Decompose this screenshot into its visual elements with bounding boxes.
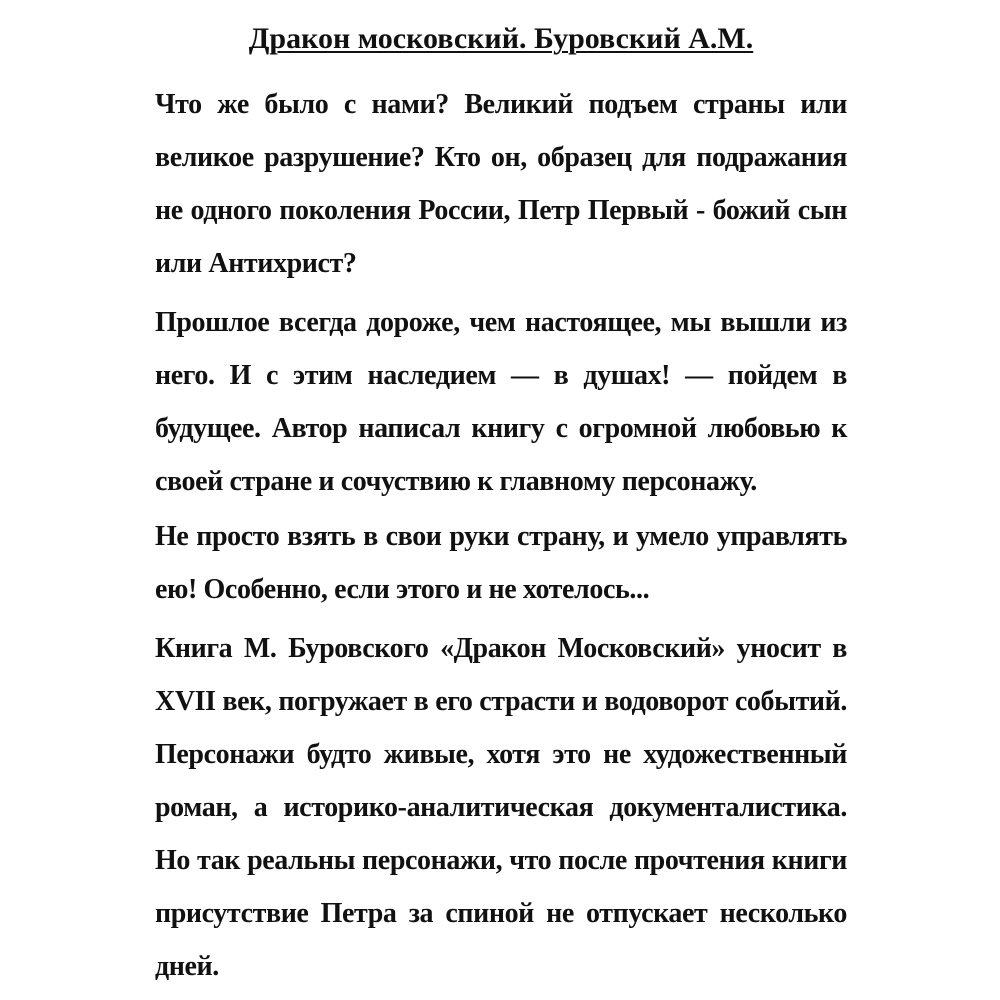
paragraph-3: Не просто взять в свои руки страну, и умело управлять ею! Особенно, если этого и не хотелось... — [155, 521, 847, 605]
paragraph-2: Прошлое всегда дороже, чем настоящее, мы вышли из него. И с этим наследием — в душах! — пойдем в будущее. Автор написал книгу с огромной любовью к своей стране и сочуствию к главному персонажу. — [155, 307, 847, 497]
paragraph-1: Что же было с нами? Великий подъем страны или великое разрушение? Кто он, образец для подражания не одного поколения России, Петр Первый - божий сын или Антихрист? — [155, 89, 847, 279]
document-title: Дракон московский. Буровский А.М. — [248, 22, 754, 55]
document-page — [155, 0, 847, 1000]
paragraph-4: Книга М. Буровского «Дракон Московский» уносит в XVII век, погружает в его страсти и водоворот событий. Персонажи будто живые, хотя это не художественный роман, а историко-аналитическая документалистика. Но так реальны персонажи, что после прочтения книги присутствие Петра за спиной не отпускает несколько дней. — [155, 633, 847, 982]
